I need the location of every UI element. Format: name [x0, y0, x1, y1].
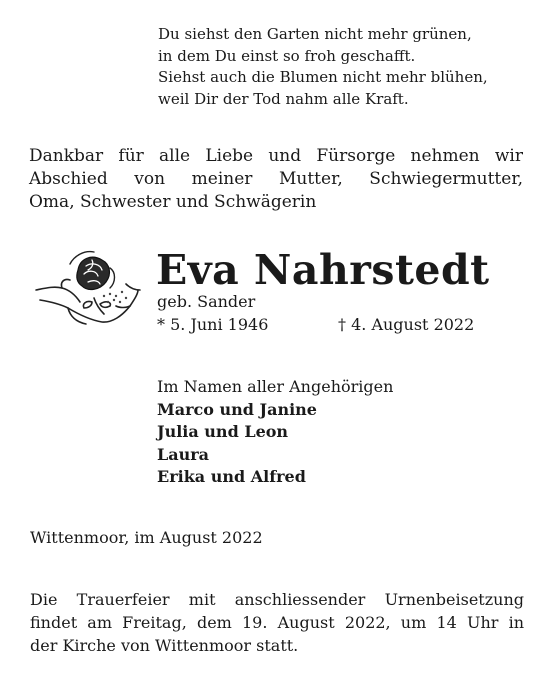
poem-line: Siehst auch die Blumen nicht mehr blühen,: [158, 68, 488, 86]
family-signatures: [157, 376, 393, 489]
intro-line: Oma, Schwester und Schwägerin: [29, 192, 317, 212]
birth-date: * 5. Juni 1946: [157, 315, 269, 334]
death-date: † 4. August 2022: [338, 315, 475, 334]
family-member: Erika und Alfred: [157, 467, 306, 486]
place-date: Wittenmoor, im August 2022: [30, 528, 263, 547]
family-lead: Im Namen aller Angehörigen: [157, 377, 394, 396]
poem-line: in dem Du einst so froh geschafft.: [158, 46, 416, 65]
rose-in-hands-icon: [30, 242, 142, 342]
notice-line: findet am Freitag, dem 19. August 2022, um 14 Uhr in: [30, 613, 524, 632]
poem-line: Du siehst den Garten nicht mehr grünen,: [158, 25, 472, 43]
family-member: Laura: [157, 444, 210, 464]
poem-line: weil Dir der Tod nahm alle Kraft.: [158, 89, 409, 108]
poem: [158, 24, 488, 110]
notice-line: der Kirche von Wittenmoor statt.: [30, 636, 299, 655]
family-member: Julia und Leon: [157, 422, 289, 441]
deceased-name: Eva Nahrstedt: [156, 246, 490, 294]
funeral-notice: [30, 588, 524, 657]
notice-line: Die Trauerfeier mit anschliessender Urnenbeisetzung: [30, 590, 524, 609]
family-member: Marco und Janine: [157, 399, 317, 419]
intro-line: Abschied von meiner Mutter, Schwiegermutter,: [29, 169, 523, 189]
intro-text: [29, 145, 523, 214]
birth-name: geb. Sander: [157, 292, 256, 311]
intro-line: Dankbar für alle Liebe und Fürsorge nehmen wir: [29, 146, 523, 166]
